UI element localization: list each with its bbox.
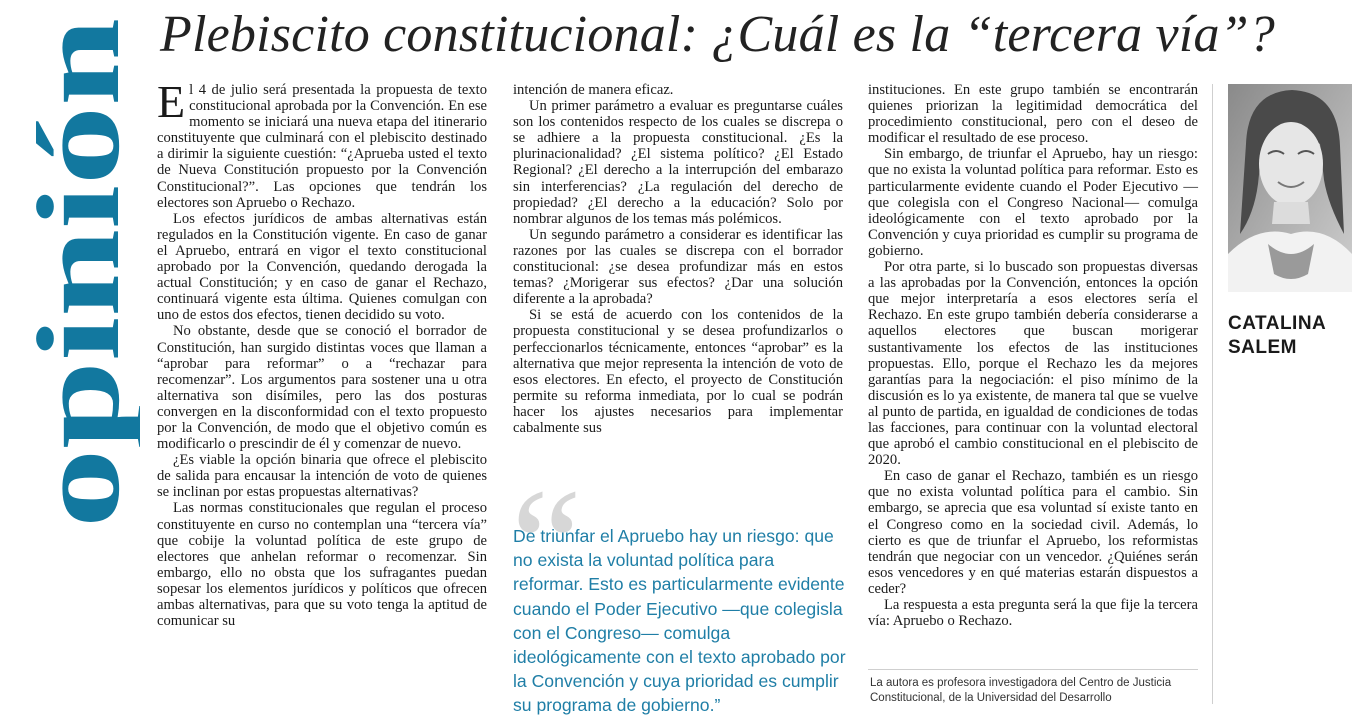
paragraph: Un segundo parámetro a considerar es identificar las razones por las cuales se discrepa con el borrador constitucional: ¿se desea profundizar más en estos temas? ¿Morigerar sus efectos? ¿Dar una solución diferente a la aprobada? — [513, 226, 843, 308]
bio-divider — [868, 669, 1198, 670]
section-label — [20, 8, 140, 528]
paragraph: Los efectos jurídicos de ambas alternativas están regulados en la Constitución vigente. En caso de ganar el Apruebo, entrará en vigor el texto constitucional aprobado por la Convención, quedando derogada la actual Constitución; y en caso de ganar el Rechazo, continuará vigente esta última. Quienes comulgan con uno de estos dos efectos, tienen decidido su voto. — [157, 210, 487, 324]
column-divider — [1212, 84, 1213, 704]
body-column-3 — [868, 82, 1198, 629]
author-last-name: SALEM — [1228, 337, 1297, 358]
author-photo — [1228, 84, 1352, 292]
paragraph: Por otra parte, si lo buscado son propuestas diversas a las aprobadas por la Convención, entonces la opción que mejor interpretaría a esos electores sería el Rechazo. En este grupo también debería considerarse a aquellos electores que buscan morigerar sustantivamente los efectos de las instituciones propuestas. Ello, porque el Rechazo les da mejores garantías para la negociación: el piso mínimo de la discusión es lo ya existente, de manera tal que se vuelve al punto de partida, en igualdad de condiciones de todas las facciones, para continuar con la voluntad electoral que aprobó el cambio constitucional en el plebiscito de 2020. — [868, 259, 1198, 469]
author-first-name: CATALINA — [1228, 313, 1327, 334]
paragraph: instituciones. En este grupo también se encontrarán quienes priorizan la legitimidad democrática del procedimiento constitucional, pero con el deseo de modificar el resultado de ese proceso. — [868, 82, 1198, 147]
paragraph: l 4 de julio será presentada la propuesta de texto constitucional aprobada por la Convención. En ese momento se iniciará una nueva etapa del itinerario constituyente que culminará con el plebiscito destinado a dirimir la siguiente cuestión: “¿Aprueba usted el texto de Nueva Constitución propuesto por la Convención Constitucional?”. Las opciones que tendrán los electores son Apruebo o Rechazo. — [157, 82, 487, 211]
section-label-text: opinión — [20, 147, 140, 528]
paragraph: Un primer parámetro a evaluar es preguntarse cuáles son los contenidos respecto de los cuales se discrepa o se adhiere a la propuesta constitucional. ¿Es la plurinacionalidad? ¿El sistema político? ¿El Estado Regional? ¿El derecho a la interrupción del embarazo sin interferencias? ¿La regulación del derecho de propiedad? ¿El derecho a la educación? Solo por nombrar algunos de los temas más polémicos. — [513, 98, 843, 227]
paragraph: Sin embargo, de triunfar el Apruebo, hay un riesgo: que no exista la voluntad política para reformar. Esto es particularmente evidente cuando el Poder Ejecutivo —que colegisla con el Congreso Nacional— comulga ideológicamente con el texto aprobado por la Convención y cuya prioridad es cumplir su programa de gobierno. — [868, 146, 1198, 259]
pull-quote — [511, 455, 848, 718]
paragraph: No obstante, desde que se conoció el borrador de Constitución, han surgido distintas voces que llaman a “aprobar para reformar” o a “rechazar para recomenzar”. Los argumentos para sostener una u otra alternativa son disímiles, pero las dos posturas convergen en la disconformidad con el texto propuesto por la Convención, de modo que el objetivo común es modificarlo o prescindir de él y comenzar de nuevo. — [157, 323, 487, 453]
headline: Plebiscito constitucional: ¿Cuál es la “tercera vía”? — [160, 6, 1275, 63]
paragraph: Si se está de acuerdo con los contenidos de la propuesta constitucional y se desea profundizarlos o perfeccionarlos técnicamente, entonces “aprobar” es la alternativa que mejor representa la intención de voto de esos electores. En efecto, el proyecto de Constitución permite su reforma inmediata, por lo cual se podrán hacer los ajustes necesarios para implementar cabalmente sus — [513, 307, 843, 436]
drop-cap: E — [157, 76, 186, 127]
author-name — [1228, 312, 1358, 360]
paragraph: La respuesta a esta pregunta será la que fije la tercera vía: Apruebo o Rechazo. — [868, 597, 1198, 630]
paragraph: ¿Es viable la opción binaria que ofrece el plebiscito de salida para encausar la intención de voto de quienes se inclinan por estas propuestas alternativas? — [157, 452, 487, 501]
body-column-2 — [513, 82, 843, 436]
paragraph: Las normas constitucionales que regulan el proceso constituyente en curso no contemplan una “tercera vía” que cobije la voluntad política de este grupo de electores que anhelan reformar o recomenzar. Sin embargo, ello no obsta que los sufragantes puedan sopesar los elementos jurídicos y políticos que ofrecen ambas alternativas, para que su voto tenga la aptitud de comunicar su — [157, 500, 487, 630]
author-bio: La autora es profesora investigadora del Centro de Justicia Constitucional, de la Universidad del Desarrollo — [870, 677, 1172, 704]
paragraph: intención de manera eficaz. — [513, 82, 674, 98]
paragraph: En caso de ganar el Rechazo, también es un riesgo que no exista voluntad política para el cambio. Sin embargo, se aprecia que esa voluntad sí existe tanto en el Congreso como en la sociedad civil. Además, lo cierto es que de triunfar el Apruebo, los reformistas tendrán que negociar con un vencedor. ¿Quiénes serán esos vencedores y en qué materias estarán dispuestos a ceder? — [868, 468, 1198, 597]
quote-mark-icon: “ — [511, 455, 583, 633]
body-column-1 — [157, 76, 487, 630]
pull-quote-text: De triunfar el Apruebo hay un riesgo: que no exista la voluntad política para reformar. Esto es particularmente evidente cuando el Poder Ejecutivo —que colegisla con el Congreso— comulga ideológicamente con el texto aprobado por la Convención y cuya prioridad es cumplir su programa de gobierno.” — [513, 526, 846, 716]
